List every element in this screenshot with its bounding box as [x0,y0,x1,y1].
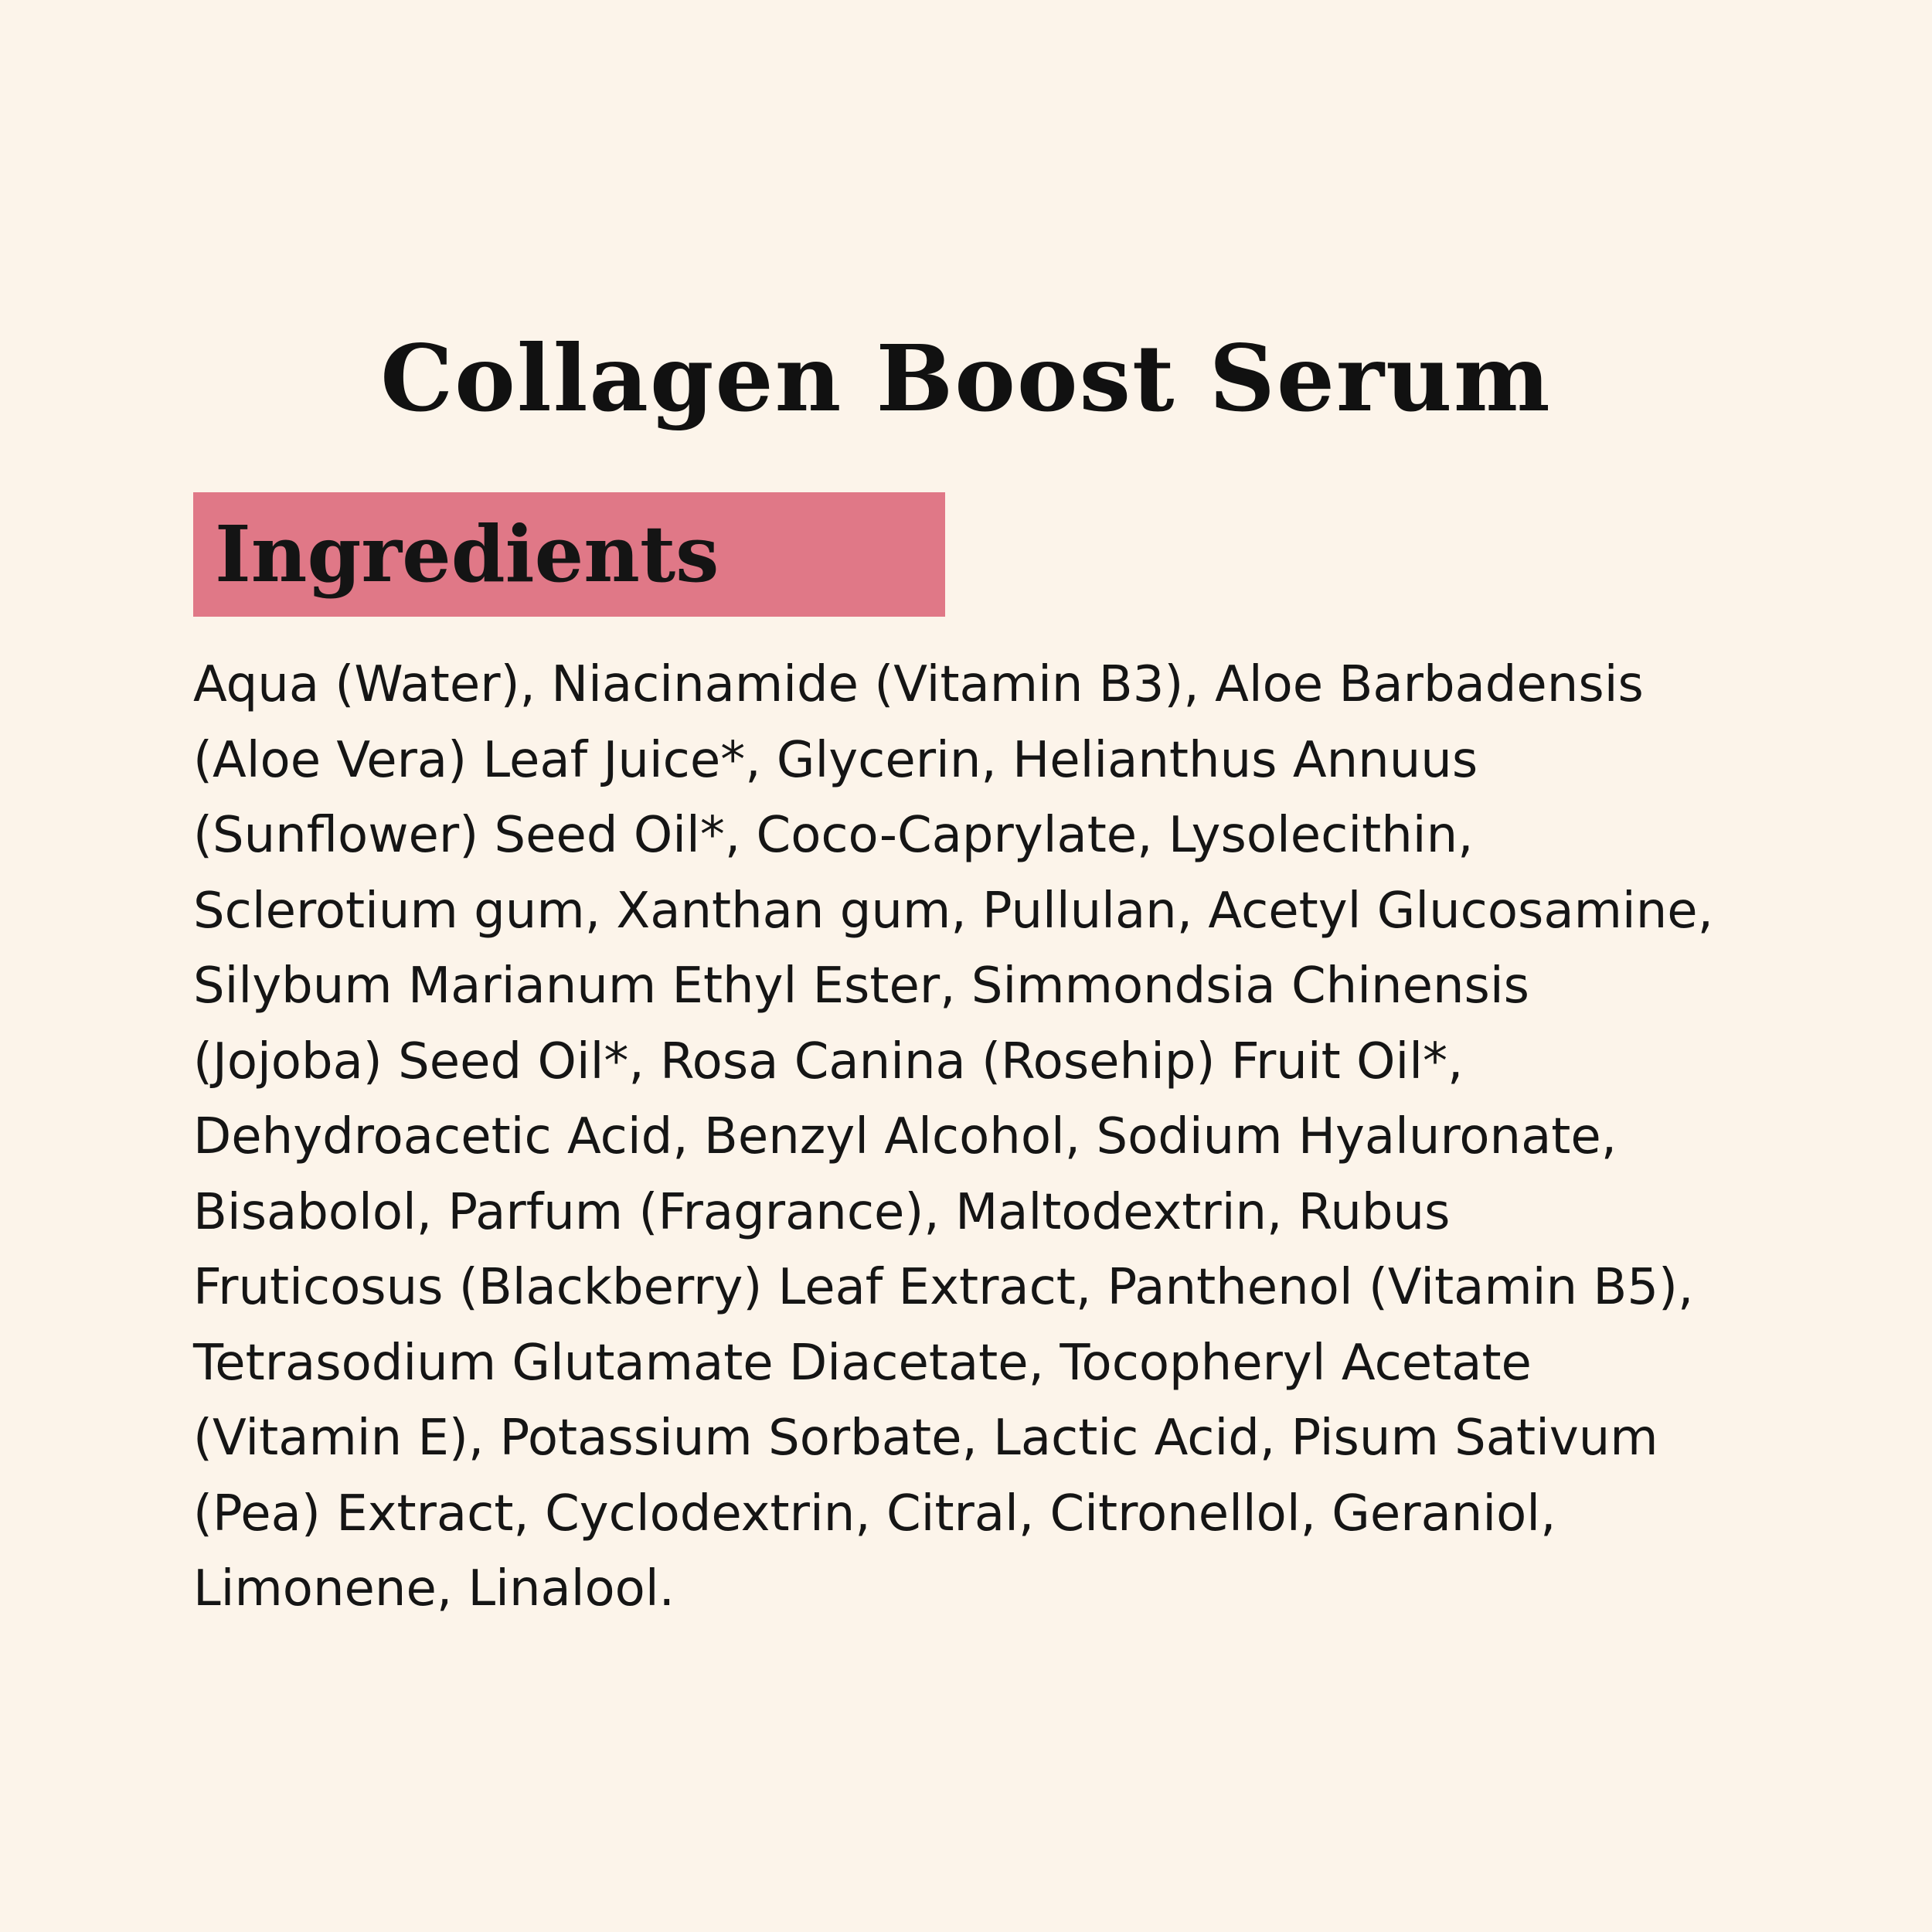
ingredients-line: Aqua (Water), Niacinamide (Vitamin B3), Aloe Barbadensis [193,656,1644,713]
ingredients-line: Limonene, Linalool. [193,1560,675,1617]
ingredients-line: (Pea) Extract, Cyclodextrin, Citral, Citronellol, Geraniol, [193,1485,1556,1543]
ingredients-line: Tetrasodium Glutamate Diacetate, Tocopheryl Acetate [193,1334,1532,1392]
ingredients-line: Sclerotium gum, Xanthan gum, Pullulan, Acetyl Glucosamine, [193,882,1713,940]
ingredients-line: Silybum Marianum Ethyl Ester, Simmondsia Chinensis [193,957,1529,1015]
ingredients-line: Dehydroacetic Acid, Benzyl Alcohol, Sodium Hyaluronate, [193,1108,1617,1165]
ingredients-line: Bisabolol, Parfum (Fragrance), Maltodextrin, Rubus [193,1183,1451,1241]
ingredients-line: Fruticosus (Blackberry) Leaf Extract, Panthenol (Vitamin B5), [193,1259,1694,1316]
product-title: Collagen Boost Serum [380,325,1552,432]
ingredients-line: (Vitamin E), Potassium Sorbate, Lactic Acid, Pisum Sativum [193,1410,1658,1467]
ingredients-banner [193,492,945,617]
ingredients-line: (Jojoba) Seed Oil*, Rosa Canina (Rosehip) Fruit Oil*, [193,1032,1464,1090]
ingredients-list [193,648,1754,1628]
ingredients-line: (Aloe Vera) Leaf Juice*, Glycerin, Helianthus Annuus [193,731,1478,789]
ingredients-line: (Sunflower) Seed Oil*, Coco-Caprylate, Lysolecithin, [193,807,1474,864]
ingredients-heading: Ingredients [215,509,719,600]
